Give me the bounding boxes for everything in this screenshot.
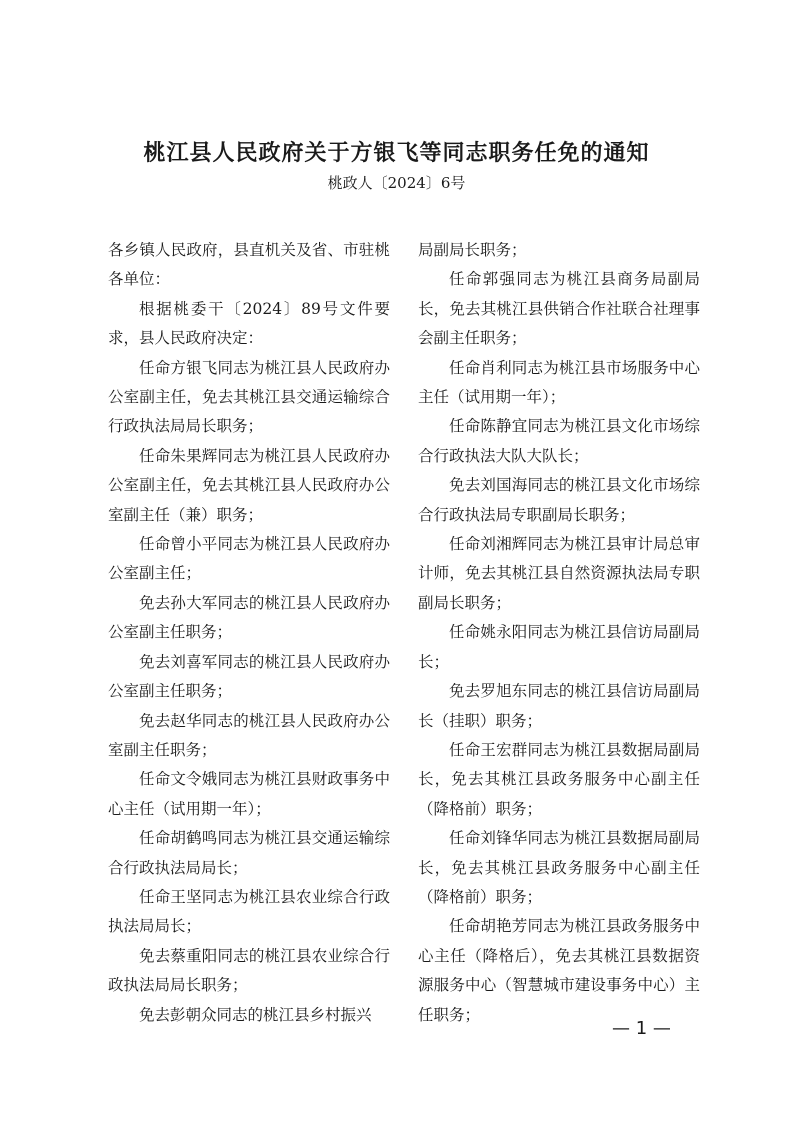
continued-paragraph: 局副局长职务； [418,241,527,259]
appointment-paragraph: 任命刘湘辉同志为桃江县审计局总审计师，免去其桃江县自然资源执法局专职副局长职务； [418,535,700,612]
appointment-paragraph: 任命肖利同志为桃江县市场服务中心主任（试用期一年）； [418,358,700,407]
appointment-paragraph: 任命刘锋华同志为桃江县数据局副局长，免去其桃江县政务服务中心副主任（降格前）职务； [418,829,700,906]
appointment-paragraph: 任命文令娥同志为桃江县财政事务中心主任（试用期一年）； [108,770,390,818]
left-column [108,236,390,1030]
addressee-paragraph: 各乡镇人民政府，县直机关及省、市驻桃各单位： [108,241,390,289]
appointment-paragraph: 任命郭强同志为桃江县商务局副局长，免去其桃江县供销合作社联合社理事会副主任职务； [418,270,700,348]
appointment-paragraph: 任命陈静宜同志为桃江县文化市场综合行政执法大队大队长； [418,417,700,465]
appointment-paragraph: 任命朱果辉同志为桃江县人民政府办公室副主任，免去其桃江县人民政府办公室副主任（兼）职务； [108,446,390,524]
document-number: 桃政人〔2024〕6号 [327,174,466,192]
page-number: — 1 — [612,1018,671,1039]
appointment-paragraph: 任命方银飞同志为桃江县人民政府办公室副主任，免去其桃江县交通运输综合行政执法局局长职务； [108,358,390,436]
appointment-paragraph: 免去彭朝众同志的桃江县乡村振兴 [139,1005,372,1024]
document-title: 桃江县人民政府关于方银飞等同志职务任免的通知 [143,141,650,166]
appointment-paragraph: 任命胡鹤鸣同志为桃江县交通运输综合行政执法局局长； [108,829,390,877]
body-paragraph: 根据桃委干〔2024〕89号文件要求，县人民政府决定： [108,299,390,348]
appointment-paragraph: 任命曾小平同志为桃江县人民政府办公室副主任； [108,535,390,583]
appointment-paragraph: 任命姚永阳同志为桃江县信访局副局长； [418,623,700,671]
appointment-paragraph: 免去罗旭东同志的桃江县信访局副局长（挂职）职务； [418,682,700,730]
appointment-paragraph: 任命王宏群同志为桃江县数据局副局长，免去其桃江县政务服务中心副主任（降格前）职务； [418,740,700,818]
appointment-paragraph: 任命王坚同志为桃江县农业综合行政执法局局长； [108,887,390,936]
appointment-paragraph: 免去孙大军同志的桃江县人民政府办公室副主任职务； [108,593,390,642]
right-column [418,236,700,1030]
appointment-paragraph: 免去赵华同志的桃江县人民政府办公室副主任职务； [108,711,390,759]
appointment-paragraph: 任命胡艳芳同志为桃江县政务服务中心主任（降格后），免去其桃江县数据资源服务中心（智慧城市建设事务中心）主任职务； [418,917,700,1024]
appointment-paragraph: 免去刘喜军同志的桃江县人民政府办公室副主任职务； [108,652,390,701]
appointment-paragraph: 免去刘国海同志的桃江县文化市场综合行政执法局专职副局长职务； [418,476,700,524]
appointment-paragraph: 免去蔡重阳同志的桃江县农业综合行政执法局局长职务； [108,946,390,995]
